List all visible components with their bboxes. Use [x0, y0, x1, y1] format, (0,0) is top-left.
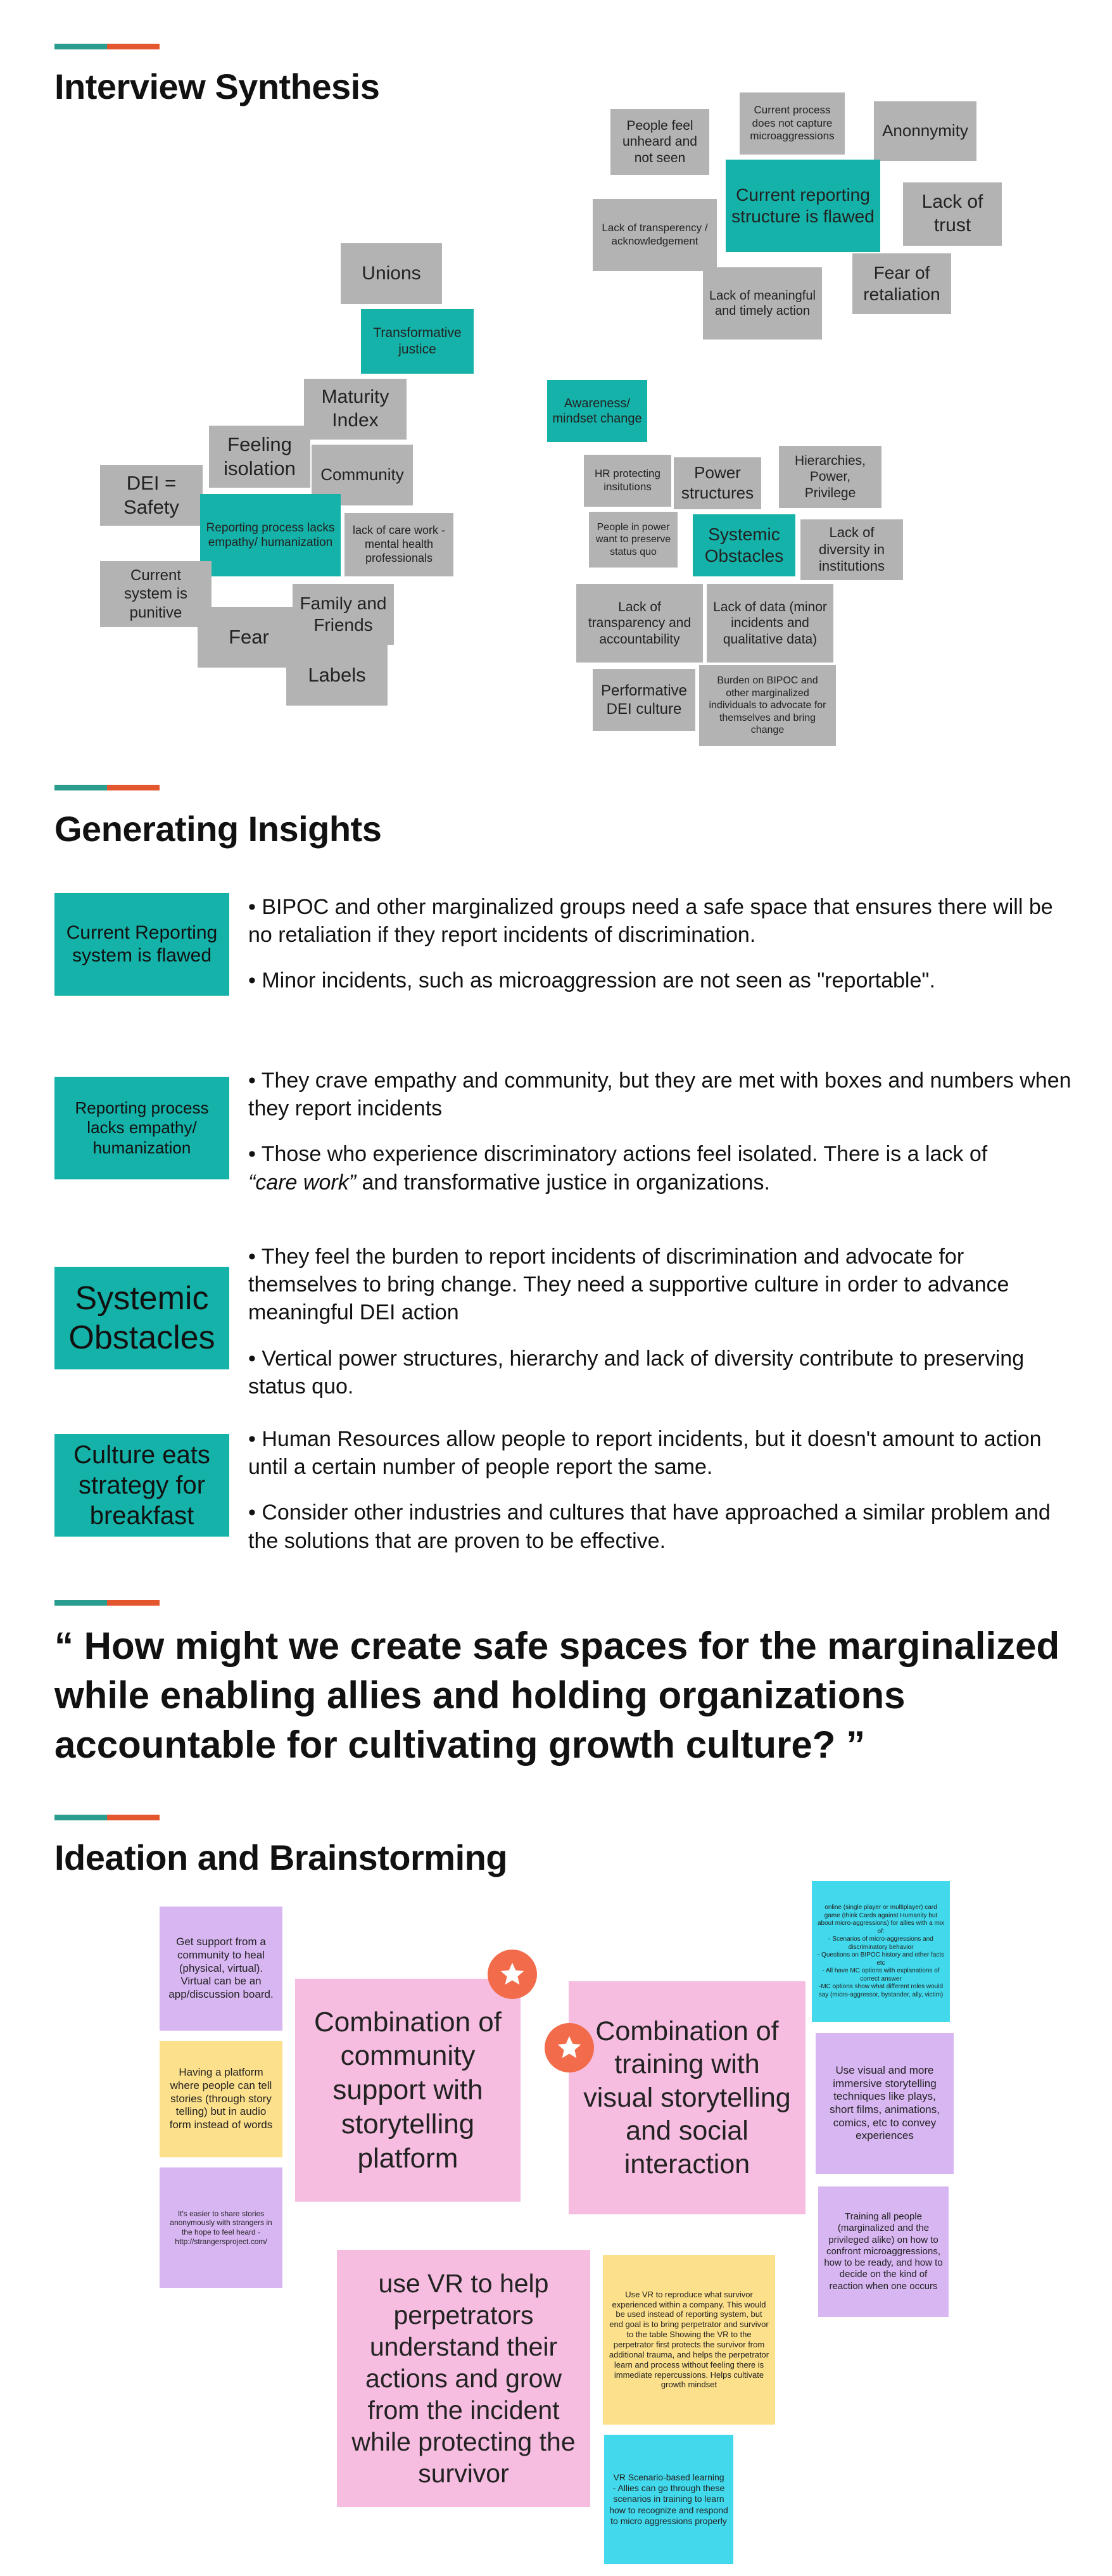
note-reporting-empathy[interactable]: Reporting process lacks empathy/ humanization [200, 494, 341, 576]
insight-tag: Systemic Obstacles [54, 1267, 229, 1369]
note-hierarchies[interactable]: Hierarchies, Power, Privilege [779, 446, 881, 508]
section-title-insights: Generating Insights [54, 809, 382, 849]
section-accent-bar [54, 44, 160, 49]
star-icon [488, 1950, 537, 1999]
note-dei-safety[interactable]: DEI = Safety [100, 465, 203, 526]
note-fear[interactable]: Fear [198, 607, 300, 668]
note-awareness[interactable]: Awareness/ mindset change [547, 380, 647, 442]
section-accent-bar [54, 1815, 160, 1820]
note-labels[interactable]: Labels [286, 645, 388, 706]
insight-tag: Culture eats strategy for breakfast [54, 1434, 229, 1537]
note-combo-community[interactable]: Combination of community support with storytelling platform [295, 1979, 521, 2202]
note-online-game[interactable]: online (single player or multiplayer) card game (think Cards against Humanity but about micro-aggressions) for allies with a mix of: - Scenarios of micro-aggressions and discriminatory behavior - Questions on BIPOC history and other facts etc - All have MC options with explanations of correct answer -MC options show what different roles would say (micro-aggressor, bystander, ally, victim) [812, 1881, 950, 2022]
note-unions[interactable]: Unions [341, 243, 442, 304]
note-family[interactable]: Family and Friends [293, 584, 394, 645]
insight-text [248, 893, 1071, 1013]
insight-text [248, 1425, 1071, 1573]
insight-text [248, 1067, 1071, 1214]
note-transformative[interactable]: Transformative justice [361, 309, 474, 374]
hmw-question: “ How might we create safe spaces for the marginalized while enabling allies and holding organizations accountable for cultivating growth culture? ” [54, 1625, 1060, 1766]
note-lack-data[interactable]: Lack of data (minor incidents and qualitative data) [707, 584, 833, 663]
section-title-synthesis: Interview Synthesis [54, 67, 380, 106]
note-care-work[interactable]: lack of care work - mental health professionals [344, 513, 453, 576]
insight-point [248, 1140, 1071, 1196]
insight-point: • Consider other industries and cultures that have approached a similar problem and the solutions that are proven to be effective. [248, 1501, 1051, 1553]
note-platform-stories[interactable]: Having a platform where people can tell stories (through story telling) but in audio form instead of words [160, 2041, 282, 2157]
note-vr-reproduce[interactable]: Use VR to reproduce what survivor experienced within a company. This would be used instead of reporting system, but end goal is to bring perpetrator and survivor to the table Showing the VR to the perpetrator first protects the survivor from additional trauma, and helps the perpetrator learn and process without feeling there is immediate repercussions. Helps cultivate growth mindset [603, 2255, 775, 2425]
note-support-heal[interactable]: Get support from a community to heal (physical, virtual). Virtual can be an app/discussion board. [160, 1907, 282, 2031]
note-feeling-isolation[interactable]: Feeling isolation [209, 426, 310, 488]
insight-tag: Reporting process lacks empathy/ humanization [54, 1077, 229, 1179]
note-punitive[interactable]: Current system is punitive [100, 561, 212, 627]
note-people-power[interactable]: People in power want to preserve status quo [589, 512, 678, 568]
note-meaningful-action[interactable]: Lack of meaningful and timely action [703, 267, 822, 339]
note-vr-scenario[interactable]: VR Scenario-based learning - Allies can go through these scenarios in training to learn how to recognize and respond to micro aggressions properly [604, 2435, 733, 2564]
note-burden[interactable]: Burden on BIPOC and other marginalized individuals to advocate for themselves and bring change [699, 665, 836, 746]
section-accent-bar [54, 1600, 160, 1606]
note-combo-training[interactable]: Combination of training with visual storytelling and social interaction [569, 1981, 806, 2214]
note-community[interactable]: Community [312, 445, 413, 505]
note-reporting-flawed[interactable]: Current reporting structure is flawed [726, 160, 880, 252]
insight-point: • Minor incidents, such as microaggression are not seen as "reportable". [248, 968, 935, 993]
insight-point: • Human Resources allow people to report incidents, but it doesn't amount to action until a certain number of people report the same. [248, 1427, 1042, 1480]
insight-point-part: and transformative justice in organizations. [356, 1170, 770, 1195]
note-training-all[interactable]: Training all people (marginalized and the privileged alike) on how to confront microaggressions, how to be ready, and how to decide on the kind of reaction when one occurs [818, 2186, 949, 2317]
note-lack-transparency[interactable]: Lack of transparency and accountability [576, 584, 703, 663]
note-transparency-ack[interactable]: Lack of transperency / acknowledgement [593, 199, 717, 271]
note-performative[interactable]: Performative DEI culture [593, 669, 695, 731]
note-unheard[interactable]: People feel unheard and not seen [610, 109, 709, 175]
note-visual-immersive[interactable]: Use visual and more immersive storytelling techniques like plays, short films, animations, comics, etc to convey experiences [816, 2033, 954, 2174]
note-no-microaggressions[interactable]: Current process does not capture microaggressions [740, 92, 845, 155]
section-accent-bar [54, 785, 160, 790]
insight-tag: Current Reporting system is flawed [54, 893, 229, 996]
note-retaliation[interactable]: Fear of retaliation [852, 253, 951, 314]
insight-point: • Vertical power structures, hierarchy and lack of diversity contribute to preserving status quo. [248, 1346, 1025, 1399]
insight-point: • They feel the burden to report incidents of discrimination and advocate for themselves to bring change. They need a supportive culture in order to advance meaningful DEI action [248, 1245, 1009, 1325]
note-anonymity[interactable]: Anonnymity [874, 101, 976, 161]
insight-point: • They crave empathy and community, but they are met with boxes and numbers when they report incidents [248, 1069, 1071, 1121]
note-power-structures[interactable]: Power structures [674, 457, 761, 509]
section-title-ideation: Ideation and Brainstorming [54, 1837, 508, 1877]
insight-text [248, 1243, 1071, 1418]
insight-point: • BIPOC and other marginalized groups need a safe space that ensures there will be no retaliation if they report incidents of discrimination. [248, 895, 1053, 948]
note-lack-trust[interactable]: Lack of trust [903, 182, 1002, 246]
note-use-vr[interactable]: use VR to help perpetrators understand their actions and grow from the incident while protecting the survivor [337, 2250, 590, 2507]
note-easier-share[interactable]: It's easier to share stories anonymously with strangers in the hope to feel heard - http://strangersproject.com/ [160, 2167, 282, 2288]
note-systemic[interactable]: Systemic Obstacles [693, 514, 795, 576]
star-icon [545, 2023, 594, 2072]
note-hr-protect[interactable]: HR protecting insitutions [584, 455, 671, 507]
note-lack-diversity[interactable]: Lack of diversity in institutions [800, 519, 903, 580]
note-maturity[interactable]: Maturity Index [304, 379, 407, 440]
insight-emphasis: “care work” [248, 1170, 357, 1195]
insight-point-part: • Those who experience discriminatory actions feel isolated. There is a lack of [248, 1142, 988, 1167]
